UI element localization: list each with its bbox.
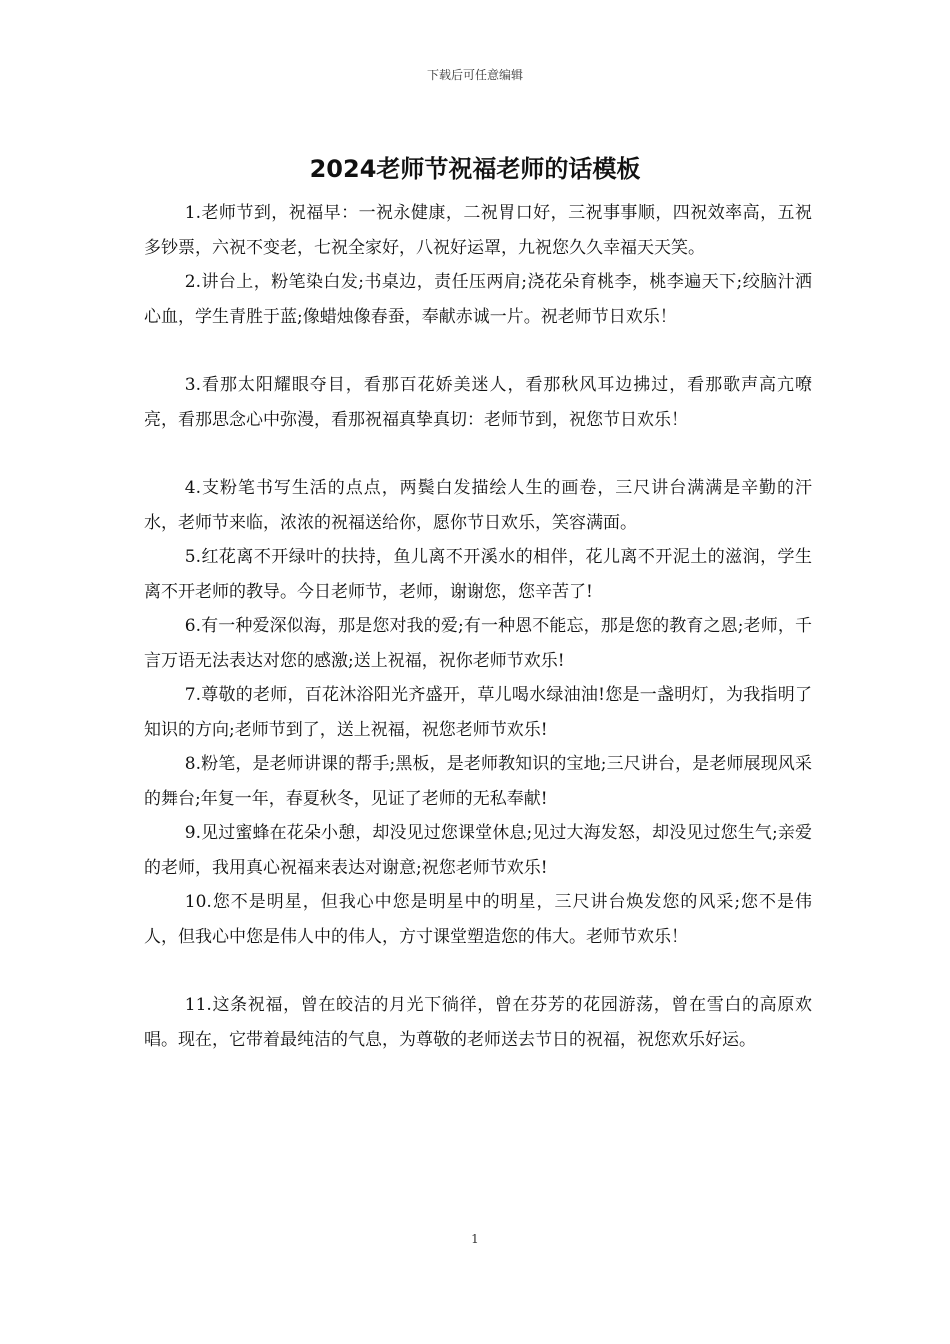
paragraph-10: 10.您不是明星，但我心中您是明星中的明星，三尺讲台焕发您的风采;您不是伟人，但我心中您是伟人中的伟人，方寸课堂塑造您的伟大。老师节欢乐！: [144, 892, 812, 947]
paragraph-3: 3.看那太阳耀眼夺目，看那百花娇美迷人，看那秋风耳边拂过，看那歌声高亢嘹亮，看那思念心中弥漫，看那祝福真挚真切：老师节到，祝您节日欢乐！: [144, 375, 812, 430]
paragraph-6: 6.有一种爱深似海，那是您对我的爱;有一种恩不能忘，那是您的教育之恩;老师，千言万语无法表达对您的感激;送上祝福，祝你老师节欢乐!: [144, 616, 812, 671]
paragraph-11: 11.这条祝福，曾在皎洁的月光下徜徉，曾在芬芳的花园游荡，曾在雪白的高原欢唱。现在，它带着最纯洁的气息，为尊敬的老师送去节日的祝福，祝您欢乐好运。: [144, 995, 812, 1050]
paragraph-9: 9.见过蜜蜂在花朵小憩，却没见过您课堂休息;见过大海发怒，却没见过您生气;亲爱的老师，我用真心祝福来表达对谢意;祝您老师节欢乐!: [144, 823, 812, 878]
paragraph-8: 8.粉笔，是老师讲课的帮手;黑板，是老师教知识的宝地;三尺讲台，是老师展现风采的舞台;年复一年，春夏秋冬，见证了老师的无私奉献!: [144, 754, 812, 809]
paragraph-7: 7.尊敬的老师，百花沐浴阳光齐盛开，草儿喝水绿油油!您是一盏明灯，为我指明了知识的方向;老师节到了，送上祝福，祝您老师节欢乐!: [144, 685, 812, 740]
paragraph-1: 1.老师节到，祝福早：一祝永健康，二祝胃口好，三祝事事顺，四祝效率高，五祝多钞票，六祝不变老，七祝全家好，八祝好运罩，九祝您久久幸福天天笑。: [144, 203, 812, 258]
header-note: 下载后可任意编辑: [426, 68, 523, 82]
paragraph-4: 4.支粉笔书写生活的点点，两鬓白发描绘人生的画卷，三尺讲台满满是辛勤的汗水，老师节来临，浓浓的祝福送给你，愿你节日欢乐，笑容满面。: [144, 478, 812, 533]
page-number: 1: [471, 1232, 479, 1246]
document-body: [144, 196, 812, 1057]
paragraph-2: 2.讲台上，粉笔染白发;书桌边，责任压两肩;浇花朵育桃李，桃李遍天下;绞脑汁洒心血，学生青胜于蓝;像蜡烛像春蚕，奉献赤诚一片。祝老师节日欢乐！: [144, 272, 812, 327]
paragraph-5: 5.红花离不开绿叶的扶持，鱼儿离不开溪水的相伴，花儿离不开泥土的滋润，学生离不开老师的教导。今日老师节，老师，谢谢您，您辛苦了!: [144, 547, 812, 602]
document-title: 2024老师节祝福老师的话模板: [309, 155, 641, 183]
